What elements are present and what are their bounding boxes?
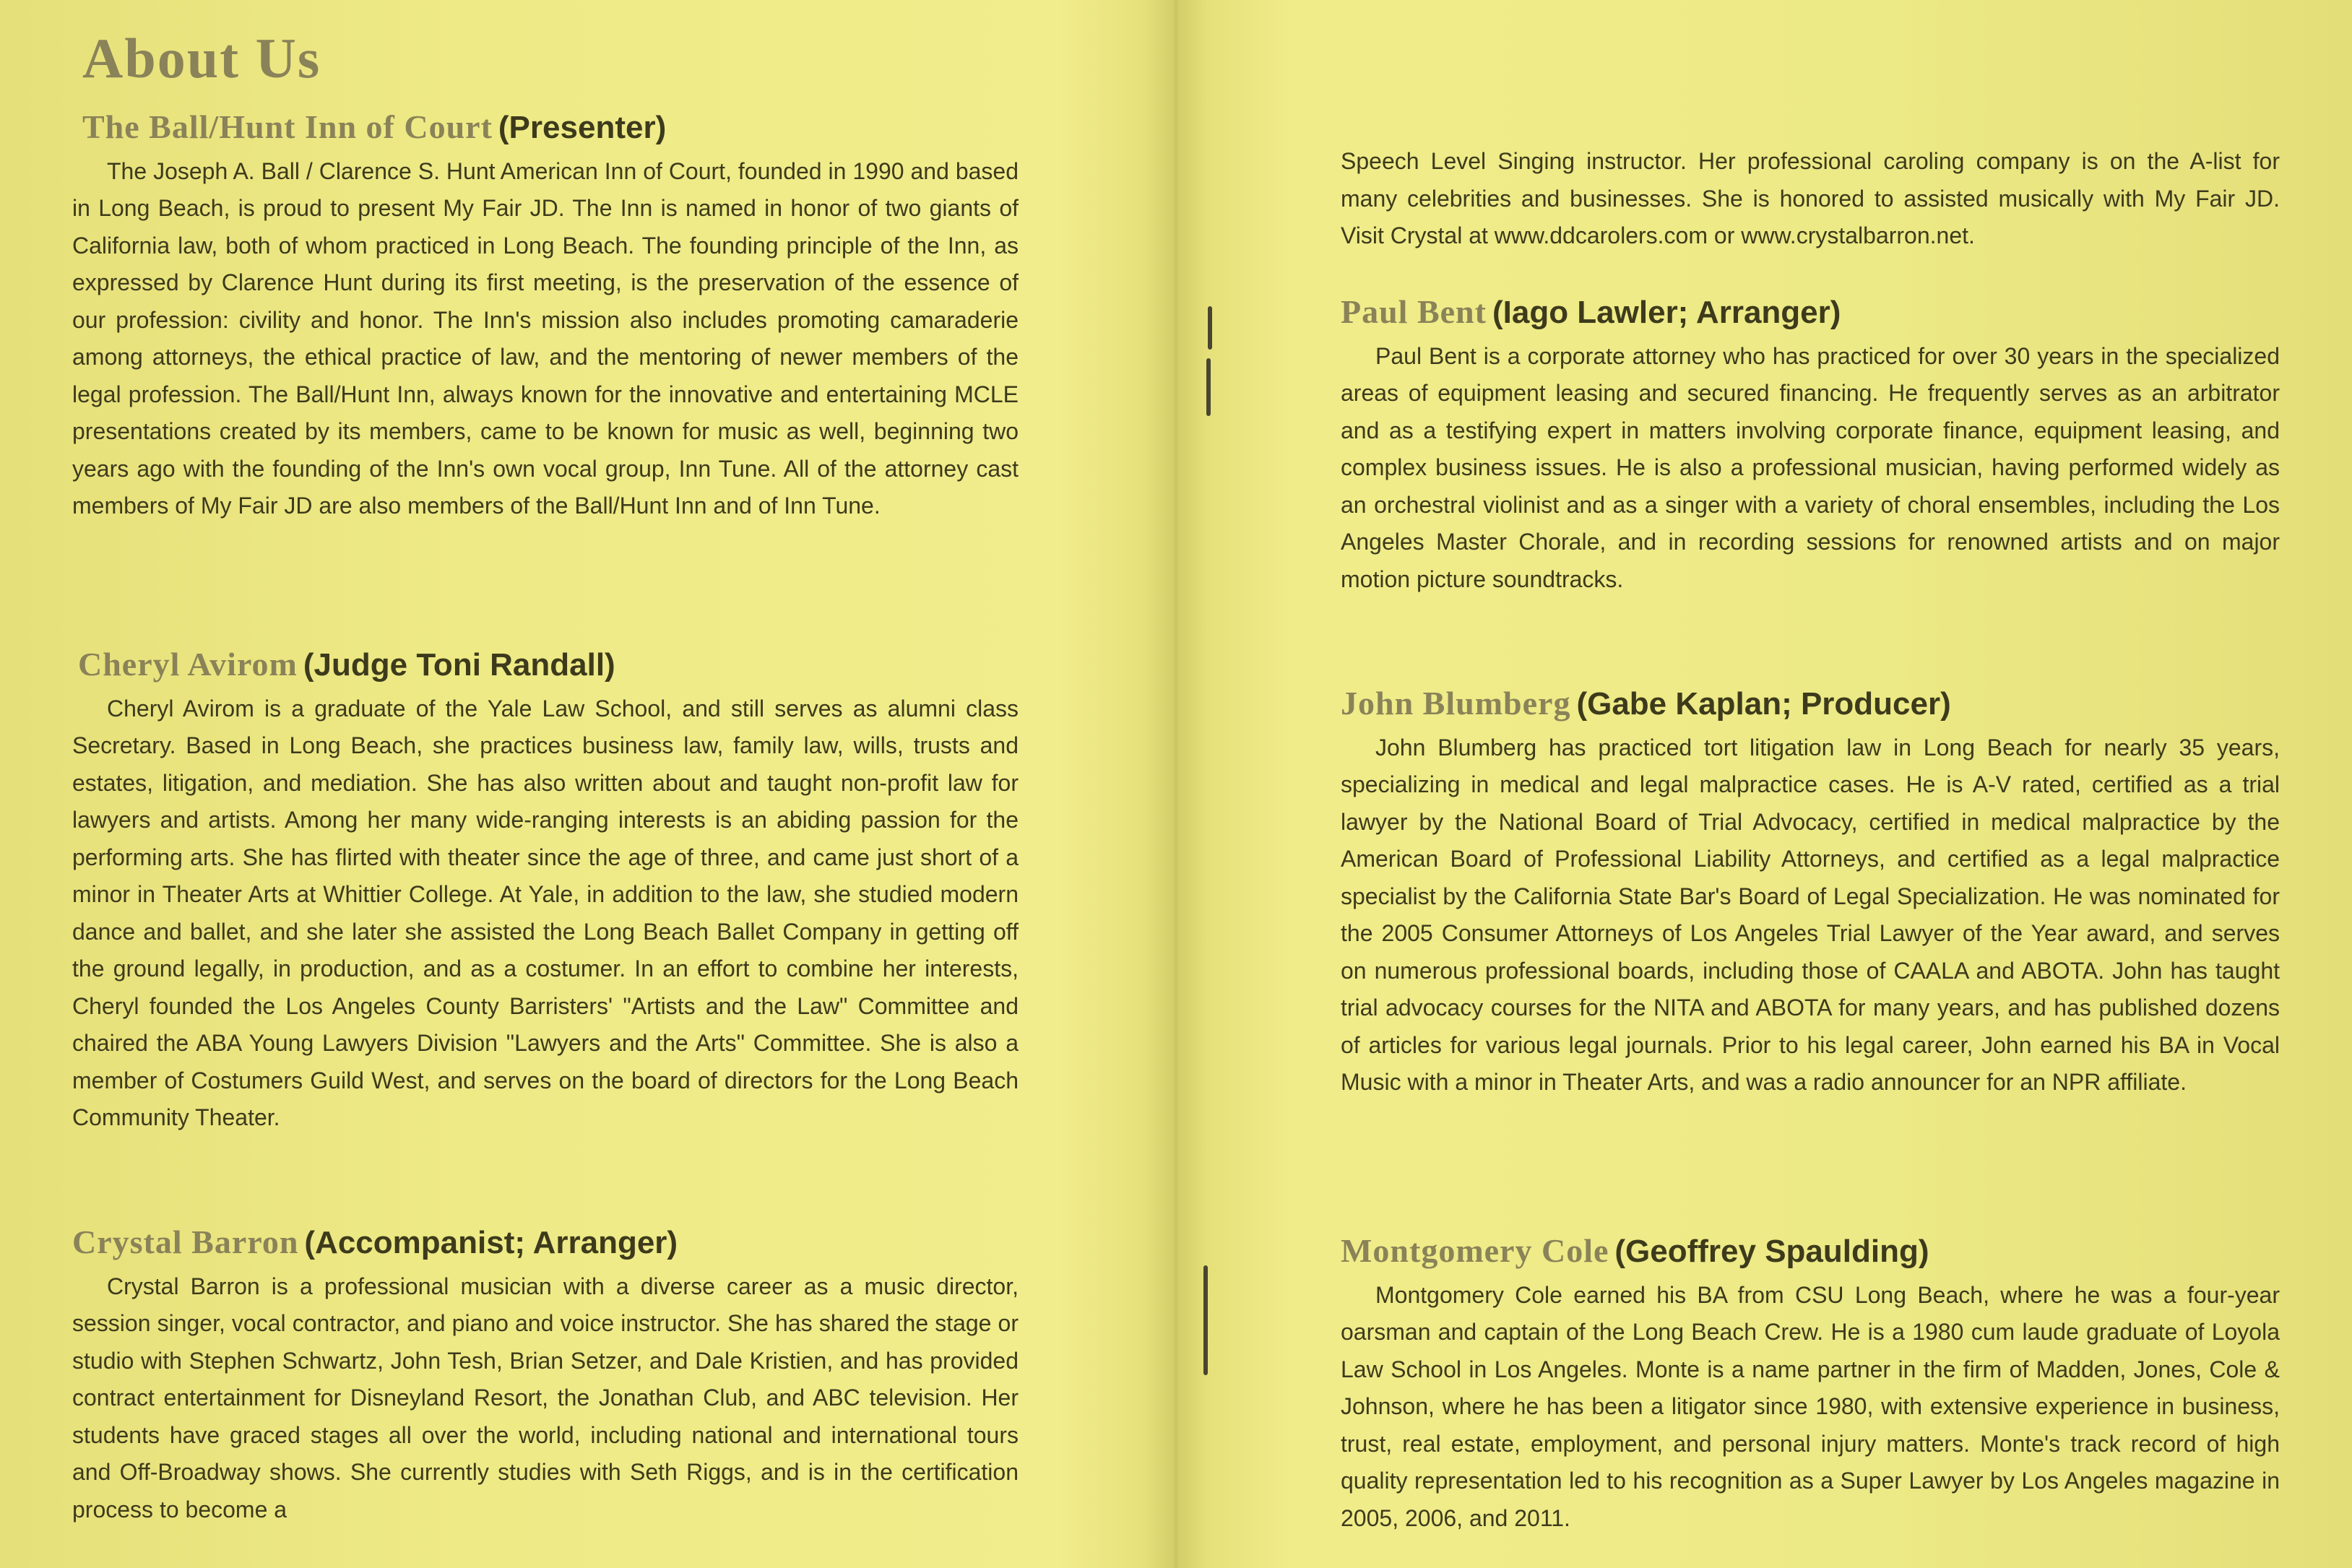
section-role: (Iago Lawler; Arranger) bbox=[1492, 295, 1841, 330]
section-body: John Blumberg has practiced tort litigation law in Long Beach for nearly 35 years, specializing in medical and legal malpractice cases. He is A-V rated, certified as a trial lawyer by the National Board of Trial Advocacy, certified in medical malpractice by the American Board of Professional Liability Attorneys, and certified as a legal malpractice specialist by the California State Bar's Board of Legal Specialization. He was nominated for the 2005 Consumer Attorneys of Los Angeles Trial Lawyer of the Year award, and serves on numerous professional boards, including those of CAALA and ABOTA. John has taught trial advocacy courses for the NITA and ABOTA for many years, and has published dozens of articles for various legal journals. Prior to his legal career, John earned his BA in Vocal Music with a minor in Theater Arts, and was a radio announcer for an NPR affiliate. bbox=[1341, 734, 2280, 1096]
section-name: Crystal Barron bbox=[72, 1223, 299, 1260]
section-body: Paul Bent is a corporate attorney who has practiced for over 30 years in the specialized areas of equipment leasing and secured financing. He frequently serves as an arbitrator and as a testifying expert in matters involving corporate finance, equipment leasing, and complex business issues. He is also a professional musician, having performed widely as an orchestral violinist and as a singer with a variety of choral ensembles, including the Los Angeles Master Chorale, and in recording sessions for renowned artists and on major motion picture soundtracks. bbox=[1341, 342, 2280, 592]
section-body: Crystal Barron is a professional musician with a diverse career as a music director, session singer, vocal contractor, and piano and voice instructor. She has shared the stage or studio with Stephen Schwartz, John Tesh, Brian Setzer, and Dale Kristien, and has provided contract entertainment for Disneyland Resort, the Jonathan Club, and ABC television. Her students have graced stages all over the world, including national and international tours and Off-Broadway shows. She currently studies with Seth Riggs, and is in the certification process to become a bbox=[72, 1273, 1019, 1522]
gutter-fold bbox=[1143, 0, 1209, 1568]
section-heading bbox=[82, 107, 1019, 147]
bio-section-ball-hunt bbox=[72, 107, 1019, 525]
bio-section-paul-bent bbox=[1341, 292, 2280, 598]
bio-section-john-blumberg bbox=[1341, 683, 2280, 1101]
section-heading bbox=[1341, 1231, 2280, 1271]
bio-continuation bbox=[1341, 137, 2280, 255]
section-role: (Geoffrey Spaulding) bbox=[1614, 1234, 1929, 1269]
section-body: Cheryl Avirom is a graduate of the Yale Law School, and still serves as alumni class Secretary. Based in Long Beach, she practices business law, family law, wills, trusts and estates, litigation, and mediation. She has also written about and taught non-profit law for lawyers and artists. Among her many wide-ranging interests is an abiding passion for the performing arts. She has flirted with theater since the age of three, and came just short of a minor in Theater Arts at Whittier College. At Yale, in addition to the law, she studied modern dance and ballet, and she later she assisted the Long Beach Ballet Company in getting off the ground legally, in production, and as a costumer. In an effort to combine her interests, Cheryl founded the Los Angeles County Barristers' "Artists and the Law" Committee and chaired the ABA Young Lawyers Division "Lawyers and the Arts" Committee. She is also a member of Costumers Guild West, and serves on the board of directors for the Long Beach Community Theater. bbox=[72, 695, 1019, 1131]
continuation-text: Speech Level Singing instructor. Her professional caroling company is on the A-list for many celebrities and businesses. She is honored to assisted musically with My Fair JD. Visit Crystal at www.ddcarolers.com or www.crystalbarron.net. bbox=[1341, 148, 2280, 248]
page-title: About Us bbox=[82, 27, 321, 90]
section-role: (Accompanist; Arranger) bbox=[304, 1225, 678, 1260]
section-role: (Judge Toni Randall) bbox=[303, 647, 615, 683]
staple-mark bbox=[1203, 1265, 1208, 1375]
section-heading bbox=[1341, 683, 2280, 724]
section-name: Paul Bent bbox=[1341, 293, 1487, 330]
section-name: Cheryl Avirom bbox=[78, 646, 298, 683]
section-name: Montgomery Cole bbox=[1341, 1232, 1609, 1269]
section-body: Montgomery Cole earned his BA from CSU Long Beach, where he was a four-year oarsman and captain of the Long Beach Crew. He is a 1980 cum laude graduate of Loyola Law School in Los Angeles. Monte is a name partner in the firm of Madden, Jones, Cole & Johnson, where he has been a litigator since 1980, with extensive experience in business, trust, real estate, employment, and personal injury matters. Monte's track record of high quality representation led to his recognition as a Super Lawyer by Los Angeles magazine in 2005, 2006, and 2011. bbox=[1341, 1281, 2280, 1531]
section-role: (Gabe Kaplan; Producer) bbox=[1576, 686, 1951, 722]
bio-section-cheryl-avirom bbox=[72, 644, 1019, 1137]
bio-section-crystal-barron bbox=[72, 1222, 1019, 1528]
section-name: The Ball/Hunt Inn of Court bbox=[82, 108, 493, 145]
section-heading bbox=[1341, 292, 2280, 332]
bio-section-montgomery-cole bbox=[1341, 1231, 2280, 1537]
section-role: (Presenter) bbox=[498, 110, 667, 145]
section-heading bbox=[78, 644, 1019, 685]
section-heading bbox=[72, 1222, 1019, 1262]
section-name: John Blumberg bbox=[1341, 685, 1571, 722]
staple-mark bbox=[1206, 358, 1211, 416]
section-body: The Joseph A. Ball / Clarence S. Hunt American Inn of Court, founded in 1990 and based in Long Beach, is proud to present My Fair JD. The Inn is named in honor of two giants of California law, both of whom practiced in Long Beach. The founding principle of the Inn, as expressed by Clarence Hunt during its first meeting, is the preservation of the essence of our profession: civility and honor. The Inn's mission also includes promoting camaraderie among attorneys, the ethical practice of law, and the mentoring of newer members of the legal profession. The Ball/Hunt Inn, always known for the innovative and entertaining MCLE presentations created by its members, came to be known for music as well, beginning two years ago with the founding of the Inn's own vocal group, Inn Tune. All of the attorney cast members of My Fair JD are also members of the Ball/Hunt Inn and of Inn Tune. bbox=[72, 157, 1019, 519]
staple-mark bbox=[1208, 306, 1212, 350]
